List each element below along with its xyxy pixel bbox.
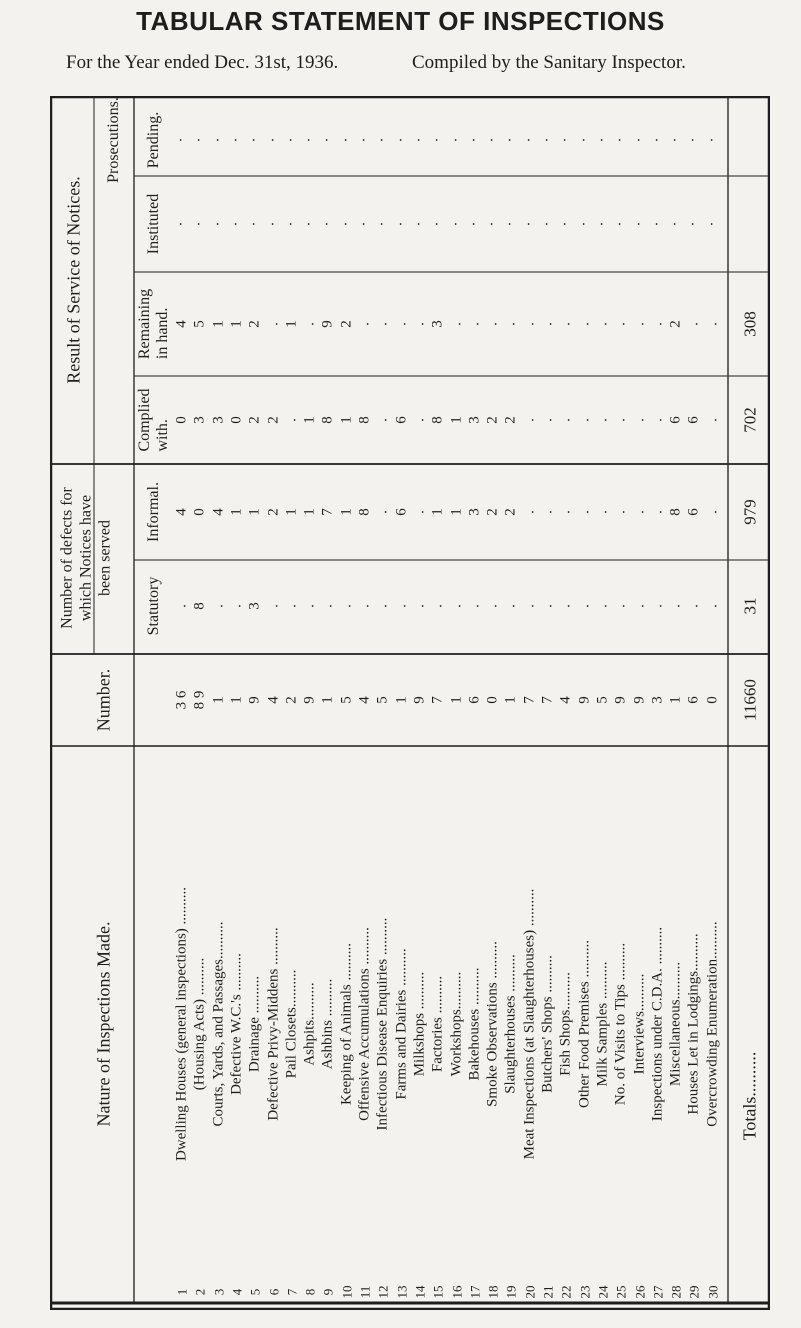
- prosecution-dot: ·: [631, 221, 647, 227]
- complied-cell: .: [521, 418, 538, 422]
- statutory-header: Statutory: [145, 576, 162, 636]
- number-cell: 4: [557, 696, 574, 704]
- informal-cell: .: [704, 510, 721, 514]
- result-group-header: Result of Service of Notices.: [63, 176, 84, 384]
- total-statutory: 31: [740, 597, 760, 615]
- remaining-cell: .: [594, 322, 611, 326]
- prosecution-dot: ·: [411, 221, 428, 227]
- informal-cell: .: [374, 510, 391, 514]
- nature-cell: Miscellaneous..........: [667, 961, 684, 1087]
- remaining-cell: .: [649, 322, 666, 326]
- prosecution-dot: ·: [631, 137, 647, 143]
- row-number: 10: [339, 1285, 355, 1299]
- row-number: 6: [266, 1288, 281, 1296]
- subtitle-compiler: Compiled by the Sanitary Inspector.: [412, 52, 686, 73]
- number-cell: 1: [319, 696, 336, 704]
- prosecution-dot: ·: [191, 137, 208, 143]
- prosecution-dot: ·: [338, 137, 355, 143]
- prosecution-dot: ·: [319, 137, 336, 143]
- prosecution-dot: ·: [429, 137, 446, 143]
- remaining-cell: 2: [338, 320, 355, 328]
- row-number: 4: [229, 1288, 245, 1296]
- informal-cell: 4: [173, 508, 190, 516]
- informal-cell: .: [521, 510, 538, 514]
- complied-cell: .: [649, 418, 666, 422]
- statutory-cell: .: [210, 604, 227, 608]
- remaining-cell: .: [502, 322, 519, 326]
- statutory-cell: .: [283, 604, 300, 608]
- nature-cell: Other Food Premises ..........: [576, 940, 593, 1108]
- remaining-cell: .: [557, 322, 574, 326]
- remaining-cell: .: [612, 322, 629, 326]
- row-number: 9: [320, 1288, 336, 1296]
- nature-cell: Offensive Accumulations ..........: [356, 927, 373, 1121]
- prosecution-dot: ·: [576, 137, 593, 143]
- nature-cell: Workshops..........: [448, 971, 464, 1077]
- informal-cell: .: [631, 510, 647, 514]
- prosecution-dot: ·: [448, 221, 464, 227]
- number-cell: 8 9: [191, 690, 208, 710]
- prosecution-dot: ·: [429, 221, 446, 227]
- row-number: 29: [686, 1285, 702, 1299]
- informal-cell: .: [612, 510, 629, 514]
- number-cell: 5: [338, 696, 355, 704]
- complied-cell: .: [557, 418, 574, 422]
- statutory-cell: .: [228, 604, 245, 608]
- complied-cell: 2: [265, 416, 281, 424]
- informal-cell: 0: [191, 508, 208, 516]
- prosecution-dot: ·: [319, 221, 336, 227]
- prosecution-dot: ·: [228, 221, 245, 227]
- complied-cell: 0: [228, 416, 245, 424]
- remaining-cell: .: [393, 322, 410, 326]
- nature-cell: Butchers' Shops ..........: [539, 955, 556, 1093]
- nature-cell: Slaughterhouses ..........: [502, 954, 519, 1094]
- prosecution-dot: ·: [685, 137, 702, 143]
- complied-cell: 8: [429, 416, 446, 424]
- number-cell: 9: [631, 696, 647, 704]
- complied-cell: 3: [466, 416, 483, 424]
- row-number: 8: [302, 1288, 318, 1296]
- remaining-cell: .: [539, 322, 556, 326]
- statutory-cell: .: [484, 604, 501, 608]
- remaining-cell: .: [685, 322, 702, 326]
- prosecution-dot: ·: [539, 221, 556, 227]
- inspections-table: [50, 96, 770, 1310]
- nature-cell: (Housing Acts) ..........: [191, 957, 208, 1091]
- informal-cell: 2: [484, 508, 501, 516]
- complied-cell: .: [374, 418, 391, 422]
- complied-cell: 0: [173, 416, 190, 424]
- complied-cell: .: [612, 418, 629, 422]
- informal-header: Informal.: [145, 482, 162, 542]
- statutory-cell: .: [521, 604, 538, 608]
- number-cell: 1: [210, 696, 227, 704]
- statutory-cell: .: [502, 604, 519, 608]
- nature-cell: Pail Closets..........: [283, 969, 300, 1079]
- prosecution-dot: ·: [484, 137, 501, 143]
- defects-group-header: Number of defects for which Notices have been served: [58, 487, 114, 629]
- informal-cell: 8: [356, 508, 373, 516]
- number-cell: 7: [429, 696, 446, 704]
- row-number: 13: [394, 1285, 410, 1299]
- informal-cell: 1: [448, 508, 464, 516]
- complied-cell: 2: [484, 416, 501, 424]
- statutory-cell: .: [393, 604, 410, 608]
- prosecution-dot: ·: [301, 221, 318, 227]
- prosecution-dot: ·: [265, 221, 281, 227]
- prosecutions-header: Prosecutions.: [105, 97, 122, 183]
- nature-cell: Milk Samples ..........: [594, 961, 611, 1087]
- prosecution-dot: ·: [283, 221, 300, 227]
- prosecution-dot: ·: [667, 221, 684, 227]
- nature-cell: Dwelling Houses (general inspections) ..........: [173, 886, 190, 1162]
- prosecution-dot: ·: [338, 221, 355, 227]
- row-number: 21: [540, 1285, 556, 1299]
- informal-cell: 6: [393, 508, 410, 516]
- number-cell: 2: [283, 696, 300, 704]
- statutory-cell: .: [301, 604, 318, 608]
- informal-cell: 1: [301, 508, 318, 516]
- prosecution-dot: ·: [594, 221, 611, 227]
- prosecution-dot: ·: [649, 137, 666, 143]
- statutory-cell: .: [173, 604, 190, 608]
- row-number: 2: [192, 1288, 208, 1296]
- number-cell: 1: [228, 696, 245, 704]
- nature-cell: Overcrowding Enumeration..........: [704, 921, 721, 1127]
- page-title: TABULAR STATEMENT OF INSPECTIONS: [136, 6, 665, 36]
- row-number: 28: [668, 1285, 684, 1299]
- prosecution-dot: ·: [173, 137, 190, 143]
- row-number: 1: [174, 1288, 190, 1296]
- row-number: 22: [558, 1285, 574, 1299]
- informal-cell: 3: [466, 508, 483, 516]
- remaining-cell: .: [301, 322, 318, 326]
- remaining-cell: .: [448, 322, 464, 326]
- instituted-header: Instituted: [145, 193, 162, 255]
- statutory-cell: .: [374, 604, 391, 608]
- complied-cell: 2: [502, 416, 519, 424]
- prosecution-dot: ·: [283, 137, 300, 143]
- informal-cell: .: [557, 510, 574, 514]
- statutory-cell: .: [704, 604, 721, 608]
- complied-header: Complied with.: [136, 388, 171, 452]
- number-cell: 4: [265, 696, 281, 704]
- complied-cell: .: [283, 418, 300, 422]
- number-cell: 9: [301, 696, 318, 704]
- nature-cell: Defective W.C.'s ..........: [228, 953, 245, 1095]
- statutory-cell: .: [685, 604, 702, 608]
- totals-label: Totals..........: [739, 1051, 760, 1141]
- prosecution-dot: ·: [210, 221, 227, 227]
- informal-cell: 7: [319, 508, 336, 516]
- statutory-cell: .: [448, 604, 464, 608]
- remaining-cell: .: [704, 322, 721, 326]
- prosecution-dot: ·: [466, 137, 483, 143]
- prosecution-dot: ·: [649, 221, 666, 227]
- row-number: 23: [577, 1285, 593, 1299]
- complied-cell: .: [576, 418, 593, 422]
- nature-cell: Meat Inspections (at Slaughterhouses) ..........: [521, 888, 538, 1160]
- nature-cell: Smoke Observations ..........: [484, 941, 501, 1107]
- statutory-cell: .: [649, 604, 666, 608]
- informal-cell: .: [576, 510, 593, 514]
- number-cell: 6: [685, 696, 702, 704]
- statutory-cell: .: [466, 604, 483, 608]
- nature-cell: Interviews..........: [631, 973, 647, 1075]
- prosecution-dot: ·: [612, 221, 629, 227]
- number-cell: 5: [594, 696, 611, 704]
- number-cell: 6: [466, 696, 483, 704]
- prosecution-dot: ·: [502, 221, 519, 227]
- remaining-cell: 9: [319, 320, 336, 328]
- complied-cell: 1: [448, 416, 464, 424]
- remaining-cell: .: [576, 322, 593, 326]
- informal-cell: .: [594, 510, 611, 514]
- complied-cell: 1: [301, 416, 318, 424]
- complied-cell: 8: [356, 416, 373, 424]
- prosecution-dot: ·: [448, 137, 464, 143]
- informal-cell: 2: [265, 508, 281, 516]
- prosecution-dot: ·: [484, 221, 501, 227]
- remaining-cell: 3: [429, 320, 446, 328]
- row-number: 7: [284, 1288, 300, 1296]
- remaining-header: Remaining in hand.: [136, 288, 171, 360]
- remaining-cell: 2: [246, 320, 263, 328]
- statutory-cell: .: [429, 604, 446, 608]
- prosecution-dot: ·: [704, 137, 721, 143]
- total-complied: 702: [740, 407, 760, 433]
- number-cell: 5: [374, 696, 391, 704]
- row-number: 17: [467, 1285, 483, 1299]
- complied-cell: 6: [667, 416, 684, 424]
- remaining-cell: 5: [191, 320, 208, 328]
- statutory-cell: .: [557, 604, 574, 608]
- prosecution-dot: ·: [521, 137, 538, 143]
- nature-header: Nature of Inspections Made.: [93, 921, 114, 1127]
- statutory-cell: 3: [246, 602, 263, 610]
- number-cell: 9: [576, 696, 593, 704]
- nature-cell: Fish Shops..........: [557, 972, 574, 1076]
- statutory-cell: .: [667, 604, 684, 608]
- row-number: 19: [503, 1285, 519, 1299]
- complied-cell: 6: [393, 416, 410, 424]
- row-number: 30: [705, 1285, 721, 1299]
- prosecution-dot: ·: [704, 221, 721, 227]
- remaining-cell: .: [521, 322, 538, 326]
- row-number: 18: [485, 1285, 501, 1299]
- number-cell: 0: [704, 696, 721, 704]
- informal-cell: 1: [246, 508, 263, 516]
- nature-cell: Ashbins ..........: [319, 978, 336, 1070]
- complied-cell: .: [594, 418, 611, 422]
- prosecution-dot: ·: [228, 137, 245, 143]
- statutory-cell: .: [265, 604, 281, 608]
- informal-cell: .: [649, 510, 666, 514]
- number-cell: 7: [521, 696, 538, 704]
- pending-header: Pending.: [145, 111, 162, 169]
- prosecution-dot: ·: [466, 221, 483, 227]
- complied-cell: 3: [191, 416, 208, 424]
- prosecution-dot: ·: [356, 137, 373, 143]
- nature-cell: Drainage ..........: [246, 975, 263, 1073]
- remaining-cell: 1: [210, 320, 227, 328]
- complied-cell: .: [411, 418, 428, 422]
- number-header: Number.: [93, 668, 114, 732]
- prosecution-dot: ·: [246, 221, 263, 227]
- prosecution-dot: ·: [594, 137, 611, 143]
- prosecution-dot: ·: [173, 221, 190, 227]
- prosecution-dot: ·: [301, 137, 318, 143]
- number-cell: 1: [448, 696, 464, 704]
- number-cell: 3 6: [173, 690, 190, 710]
- prosecution-dot: ·: [557, 221, 574, 227]
- statutory-cell: .: [594, 604, 611, 608]
- prosecution-dot: ·: [191, 221, 208, 227]
- complied-cell: .: [539, 418, 556, 422]
- statutory-cell: .: [631, 604, 647, 608]
- row-number: 3: [211, 1288, 227, 1296]
- informal-cell: .: [411, 510, 428, 514]
- row-number: 15: [430, 1285, 446, 1299]
- informal-cell: 1: [228, 508, 245, 516]
- informal-cell: 1: [429, 508, 446, 516]
- statutory-cell: .: [539, 604, 556, 608]
- prosecution-dot: ·: [557, 137, 574, 143]
- remaining-cell: 1: [283, 320, 300, 328]
- nature-cell: Ashpits..........: [301, 982, 318, 1066]
- statutory-cell: .: [319, 604, 336, 608]
- prosecution-dot: ·: [612, 137, 629, 143]
- nature-cell: Bakehouses ..........: [466, 967, 483, 1081]
- row-number: 11: [357, 1285, 373, 1299]
- informal-cell: 1: [283, 508, 300, 516]
- number-cell: 0: [484, 696, 501, 704]
- statutory-cell: .: [612, 604, 629, 608]
- prosecution-dot: ·: [539, 137, 556, 143]
- nature-cell: Farms and Dairies ..........: [393, 948, 410, 1100]
- nature-cell: Milkshops ..........: [411, 971, 428, 1077]
- number-cell: 3: [649, 696, 666, 704]
- complied-cell: 8: [319, 416, 336, 424]
- informal-cell: 8: [667, 508, 684, 516]
- complied-cell: .: [631, 418, 647, 422]
- nature-cell: Houses Let in Lodgings..........: [685, 933, 702, 1115]
- prosecution-dot: ·: [393, 137, 410, 143]
- number-cell: 9: [411, 696, 428, 704]
- remaining-cell: .: [631, 322, 647, 326]
- total-remaining: 308: [740, 311, 760, 337]
- row-number: 20: [522, 1285, 538, 1299]
- prosecution-dot: ·: [521, 221, 538, 227]
- row-number: 14: [412, 1285, 428, 1299]
- complied-cell: 1: [338, 416, 355, 424]
- complied-cell: .: [704, 418, 721, 422]
- informal-cell: 4: [210, 508, 227, 516]
- prosecution-dot: ·: [411, 137, 428, 143]
- informal-cell: 6: [685, 508, 702, 516]
- nature-cell: Infectious Disease Enquiries ..........: [374, 917, 391, 1131]
- complied-cell: 2: [246, 416, 263, 424]
- number-cell: 7: [539, 696, 556, 704]
- row-number: 25: [613, 1285, 629, 1299]
- prosecution-dot: ·: [374, 137, 391, 143]
- statutory-cell: .: [338, 604, 355, 608]
- nature-cell: Factories ..........: [429, 975, 446, 1073]
- statutory-cell: .: [356, 604, 373, 608]
- nature-cell: No. of Visits to Tips ..........: [612, 942, 629, 1106]
- remaining-cell: .: [466, 322, 483, 326]
- prosecution-dot: ·: [246, 137, 263, 143]
- prosecution-dot: ·: [576, 221, 593, 227]
- number-cell: 4: [356, 696, 373, 704]
- row-number: 24: [595, 1285, 611, 1299]
- row-number: 16: [449, 1285, 464, 1299]
- number-cell: 1: [393, 696, 410, 704]
- row-number: 26: [632, 1285, 647, 1299]
- nature-cell: Defective Privy-Middens ..........: [265, 927, 281, 1121]
- number-cell: 9: [612, 696, 629, 704]
- remaining-cell: .: [374, 322, 391, 326]
- remaining-cell: .: [411, 322, 428, 326]
- number-cell: 1: [667, 696, 684, 704]
- informal-cell: 1: [338, 508, 355, 516]
- prosecution-dot: ·: [667, 137, 684, 143]
- prosecution-dot: ·: [393, 221, 410, 227]
- statutory-cell: .: [411, 604, 428, 608]
- number-cell: 9: [246, 696, 263, 704]
- nature-cell: Keeping of Animals ..........: [338, 942, 355, 1106]
- prosecution-dot: ·: [502, 137, 519, 143]
- remaining-cell: 2: [667, 320, 684, 328]
- prosecution-dot: ·: [356, 221, 373, 227]
- statutory-cell: 8: [191, 602, 208, 610]
- prosecution-dot: ·: [685, 221, 702, 227]
- complied-cell: 3: [210, 416, 227, 424]
- statutory-cell: .: [576, 604, 593, 608]
- prosecution-dot: ·: [374, 221, 391, 227]
- prosecution-dot: ·: [210, 137, 227, 143]
- number-cell: 1: [502, 696, 519, 704]
- total-informal: 979: [740, 499, 760, 525]
- remaining-cell: .: [265, 322, 281, 326]
- remaining-cell: .: [356, 322, 373, 326]
- row-number: 12: [375, 1285, 391, 1299]
- nature-cell: Inspections under C.D.A. ..........: [649, 926, 666, 1122]
- informal-cell: .: [539, 510, 556, 514]
- remaining-cell: .: [484, 322, 501, 326]
- total-number: 11660: [740, 679, 760, 721]
- informal-cell: 2: [502, 508, 519, 516]
- subtitle-year: For the Year ended Dec. 31st, 1936.: [66, 52, 339, 73]
- remaining-cell: 4: [173, 320, 190, 328]
- nature-cell: Courts, Yards, and Passages..........: [210, 921, 227, 1127]
- remaining-cell: 1: [228, 320, 245, 328]
- row-number: 27: [650, 1285, 666, 1299]
- row-number: 5: [247, 1288, 263, 1296]
- prosecution-dot: ·: [265, 137, 281, 143]
- complied-cell: 6: [685, 416, 702, 424]
